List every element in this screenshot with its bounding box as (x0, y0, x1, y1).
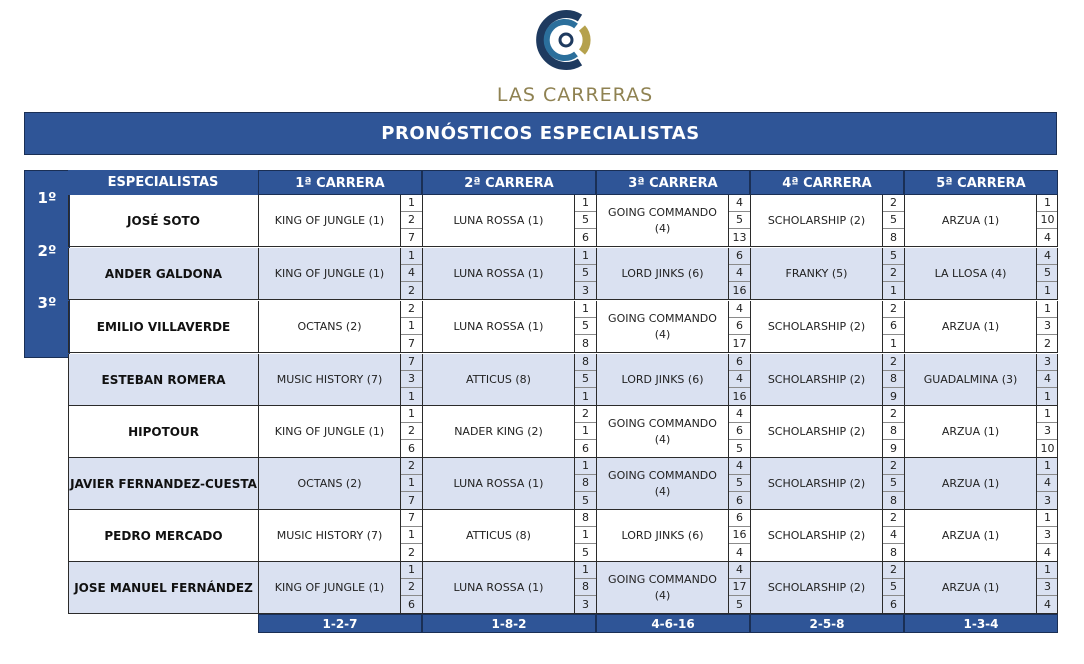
pick-number: 2 (408, 283, 415, 297)
logo-text: LAS CARRERAS (496, 84, 654, 106)
pick-number: 8 (890, 230, 897, 244)
pick-number: 1 (575, 562, 596, 579)
pick-number: 2 (401, 423, 422, 440)
pick-numbers (1036, 354, 1058, 405)
pick-numbers (574, 195, 596, 246)
specialist-name: JAVIER FERNANDEZ-CUESTA (68, 458, 258, 509)
pick-horse: GOING COMMANDO (4) (596, 406, 728, 457)
predictions-table (68, 170, 1058, 633)
logo (490, 8, 660, 104)
table-row (68, 248, 1058, 300)
table-row (68, 562, 1058, 614)
pick-number: 6 (729, 354, 750, 371)
header-race-1: 1ª CARRERA (258, 170, 422, 195)
pick-numbers (1036, 406, 1058, 457)
pick-number: 6 (408, 597, 415, 611)
pick-horse: LUNA ROSSA (1) (422, 248, 574, 299)
pick-number: 4 (1044, 230, 1051, 244)
pick-number: 4 (729, 562, 750, 579)
pick-number: 2 (401, 212, 422, 229)
pick-number: 5 (729, 475, 750, 492)
pick-numbers (728, 458, 750, 509)
pick-number: 1 (1037, 301, 1058, 318)
pick-number: 3 (1037, 354, 1058, 371)
table-row (68, 406, 1058, 458)
pick-number: 2 (883, 195, 904, 212)
pick-number: 1 (1037, 195, 1058, 212)
pick-horse: NADER KING (2) (422, 406, 574, 457)
pick-numbers (882, 301, 904, 352)
pick-number: 16 (729, 527, 750, 544)
pick-numbers (400, 510, 422, 561)
row-right-border (1057, 562, 1058, 613)
pick-horse: GOING COMMANDO (4) (596, 301, 728, 352)
pick-horse: SCHOLARSHIP (2) (750, 354, 882, 405)
pick-horse: SCHOLARSHIP (2) (750, 458, 882, 509)
pick-number: 16 (732, 389, 747, 403)
pick-numbers (574, 301, 596, 352)
page-title: PRONÓSTICOS ESPECIALISTAS (24, 112, 1057, 155)
pick-horse: LUNA ROSSA (1) (422, 301, 574, 352)
pick-numbers (1036, 562, 1058, 613)
pick-number: 8 (883, 371, 904, 388)
pick-number: 1 (582, 389, 589, 403)
pick-number: 6 (729, 318, 750, 335)
pick-number: 13 (732, 230, 747, 244)
pick-numbers (882, 510, 904, 561)
pick-number: 10 (1040, 441, 1055, 455)
pick-number: 1 (890, 336, 897, 350)
pick-number: 3 (582, 597, 589, 611)
pick-horse: SCHOLARSHIP (2) (750, 562, 882, 613)
specialist-name: PEDRO MERCADO (68, 510, 258, 561)
pick-number: 2 (883, 458, 904, 475)
pick-number: 1 (575, 248, 596, 265)
pick-number: 8 (575, 475, 596, 492)
pick-number: 2 (401, 458, 422, 475)
pick-numbers (574, 406, 596, 457)
pick-number: 1 (890, 283, 897, 297)
pick-number: 7 (408, 493, 415, 507)
pick-number: 5 (883, 579, 904, 596)
footer-race-2: 1-8-2 (422, 614, 596, 633)
pick-numbers (400, 458, 422, 509)
pick-horse: MUSIC HISTORY (7) (258, 510, 400, 561)
pick-number: 16 (732, 283, 747, 297)
pick-number: 4 (1044, 597, 1051, 611)
pick-numbers (400, 562, 422, 613)
pick-number: 7 (408, 230, 415, 244)
row-right-border (1057, 301, 1058, 352)
specialist-name: EMILIO VILLAVERDE (68, 301, 258, 352)
pick-numbers (728, 301, 750, 352)
pick-number: 9 (890, 441, 897, 455)
pick-number: 1 (575, 458, 596, 475)
pick-number: 5 (582, 545, 589, 559)
pick-number: 1 (1037, 510, 1058, 527)
pick-number: 1 (401, 475, 422, 492)
pick-numbers (400, 195, 422, 246)
pick-numbers (882, 354, 904, 405)
pick-numbers (400, 248, 422, 299)
pick-number: 2 (883, 265, 904, 282)
pick-number: 2 (401, 301, 422, 318)
specialist-name: HIPOTOUR (68, 406, 258, 457)
pick-number: 1 (1037, 562, 1058, 579)
pick-number: 1 (1044, 283, 1051, 297)
pick-numbers (1036, 248, 1058, 299)
pick-horse: OCTANS (2) (258, 458, 400, 509)
pick-horse: ARZUA (1) (904, 562, 1036, 613)
pick-horse: ARZUA (1) (904, 406, 1036, 457)
pick-horse: GOING COMMANDO (4) (596, 562, 728, 613)
pick-number: 5 (883, 248, 904, 265)
pick-numbers (574, 562, 596, 613)
footer-race-3: 4-6-16 (596, 614, 750, 633)
pick-number: 4 (1037, 371, 1058, 388)
pick-numbers (1036, 301, 1058, 352)
pick-numbers (728, 562, 750, 613)
header-race-3: 3ª CARRERA (596, 170, 750, 195)
pick-horse: GOING COMMANDO (4) (596, 195, 728, 246)
pick-number: 4 (729, 195, 750, 212)
pick-number: 8 (575, 510, 596, 527)
pick-number: 1 (401, 318, 422, 335)
pick-number: 2 (883, 301, 904, 318)
row-right-border (1057, 195, 1058, 246)
pick-number: 1 (575, 527, 596, 544)
pick-numbers (728, 195, 750, 246)
row-right-border (1057, 406, 1058, 457)
pick-horse: LUNA ROSSA (1) (422, 562, 574, 613)
pick-number: 2 (1044, 336, 1051, 350)
specialist-name: JOSÉ SOTO (68, 195, 258, 246)
pick-number: 6 (582, 230, 589, 244)
pick-numbers (574, 458, 596, 509)
pick-number: 5 (582, 493, 589, 507)
pick-number: 3 (1037, 423, 1058, 440)
pick-number: 5 (883, 212, 904, 229)
pick-number: 5 (575, 371, 596, 388)
pick-number: 6 (736, 493, 743, 507)
pick-horse: LA LLOSA (4) (904, 248, 1036, 299)
pick-numbers (882, 248, 904, 299)
pick-horse: ARZUA (1) (904, 510, 1036, 561)
pick-number: 2 (883, 354, 904, 371)
pick-number: 2 (575, 406, 596, 423)
pick-number: 5 (1037, 265, 1058, 282)
pick-number: 5 (883, 475, 904, 492)
pick-number: 4 (883, 527, 904, 544)
pick-number: 7 (408, 336, 415, 350)
pick-numbers (728, 406, 750, 457)
table-row (68, 510, 1058, 562)
pick-number: 1 (401, 406, 422, 423)
las-carreras-logo-icon (536, 8, 600, 72)
table-row (68, 458, 1058, 510)
pick-number: 1 (575, 301, 596, 318)
pick-number: 5 (736, 597, 743, 611)
pick-number: 3 (1037, 579, 1058, 596)
pick-number: 17 (729, 579, 750, 596)
pick-number: 5 (575, 318, 596, 335)
pick-number: 2 (883, 406, 904, 423)
pick-number: 2 (883, 510, 904, 527)
pick-number: 1 (1044, 389, 1051, 403)
pick-horse: KING OF JUNGLE (1) (258, 406, 400, 457)
pick-numbers (728, 354, 750, 405)
pick-numbers (728, 510, 750, 561)
pick-number: 4 (1037, 475, 1058, 492)
row-right-border (1057, 510, 1058, 561)
pick-number: 1 (1037, 406, 1058, 423)
footer-race-4: 2-5-8 (750, 614, 904, 633)
pick-numbers (882, 195, 904, 246)
pick-horse: KING OF JUNGLE (1) (258, 195, 400, 246)
pick-number: 2 (883, 562, 904, 579)
specialist-name: ANDER GALDONA (68, 248, 258, 299)
pick-number: 1 (401, 195, 422, 212)
pick-number: 1 (401, 562, 422, 579)
pick-numbers (1036, 458, 1058, 509)
pick-number: 6 (883, 318, 904, 335)
pick-horse: ATTICUS (8) (422, 354, 574, 405)
pick-horse: SCHOLARSHIP (2) (750, 301, 882, 352)
pick-horse: ARZUA (1) (904, 458, 1036, 509)
pick-number: 3 (1037, 527, 1058, 544)
pick-horse: SCHOLARSHIP (2) (750, 406, 882, 457)
pick-horse: KING OF JUNGLE (1) (258, 562, 400, 613)
pick-number: 1 (575, 423, 596, 440)
pick-horse: LORD JINKS (6) (596, 248, 728, 299)
header-specialists: ESPECIALISTAS (68, 170, 258, 195)
pick-horse: KING OF JUNGLE (1) (258, 248, 400, 299)
pick-numbers (574, 510, 596, 561)
pick-number: 9 (890, 389, 897, 403)
rank-1: 1º (37, 189, 57, 207)
pick-numbers (1036, 195, 1058, 246)
pick-number: 3 (401, 371, 422, 388)
pick-number: 7 (401, 510, 422, 527)
pick-horse: MUSIC HISTORY (7) (258, 354, 400, 405)
table-row (68, 195, 1058, 247)
table-row (68, 301, 1058, 353)
row-right-border (1057, 248, 1058, 299)
pick-number: 6 (729, 510, 750, 527)
pick-horse: LORD JINKS (6) (596, 510, 728, 561)
pick-number: 17 (732, 336, 747, 350)
pick-horse: SCHOLARSHIP (2) (750, 510, 882, 561)
pick-horse: ARZUA (1) (904, 195, 1036, 246)
pick-number: 1 (575, 195, 596, 212)
pick-numbers (400, 301, 422, 352)
pick-number: 8 (890, 493, 897, 507)
pick-numbers (574, 354, 596, 405)
pick-number: 6 (582, 441, 589, 455)
pick-numbers (882, 458, 904, 509)
row-right-border (1057, 458, 1058, 509)
pick-horse: LUNA ROSSA (1) (422, 195, 574, 246)
pick-number: 1 (401, 527, 422, 544)
pick-number: 5 (575, 212, 596, 229)
specialist-name: JOSE MANUEL FERNÁNDEZ (68, 562, 258, 613)
pick-horse: ARZUA (1) (904, 301, 1036, 352)
pick-number: 1 (1037, 458, 1058, 475)
pick-number: 4 (1037, 248, 1058, 265)
header-race-4: 4ª CARRERA (750, 170, 904, 195)
table-row (68, 354, 1058, 406)
pick-number: 4 (729, 406, 750, 423)
header-race-5: 5ª CARRERA (904, 170, 1058, 195)
pick-number: 8 (575, 579, 596, 596)
pick-horse: GUADALMINA (3) (904, 354, 1036, 405)
pick-number: 3 (1044, 493, 1051, 507)
pick-number: 2 (401, 579, 422, 596)
rank-3: 3º (37, 294, 57, 312)
pick-numbers (400, 406, 422, 457)
rank-column (24, 170, 70, 358)
pick-horse: OCTANS (2) (258, 301, 400, 352)
pick-number: 8 (890, 545, 897, 559)
header-race-2: 2ª CARRERA (422, 170, 596, 195)
pick-number: 3 (1037, 318, 1058, 335)
pick-numbers (882, 562, 904, 613)
rank-2: 2º (37, 242, 57, 260)
pick-number: 6 (729, 248, 750, 265)
pick-number: 4 (401, 265, 422, 282)
pick-horse: ATTICUS (8) (422, 510, 574, 561)
pick-horse: FRANKY (5) (750, 248, 882, 299)
pick-numbers (882, 406, 904, 457)
pick-number: 4 (729, 265, 750, 282)
pick-numbers (574, 248, 596, 299)
pick-horse: GOING COMMANDO (4) (596, 458, 728, 509)
pick-number: 1 (408, 389, 415, 403)
pick-number: 5 (575, 265, 596, 282)
pick-numbers (728, 248, 750, 299)
pick-number: 5 (729, 212, 750, 229)
footer-race-1: 1-2-7 (258, 614, 422, 633)
pick-number: 6 (408, 441, 415, 455)
pick-number: 10 (1037, 212, 1058, 229)
pick-number: 4 (729, 371, 750, 388)
pick-number: 6 (729, 423, 750, 440)
pick-horse: SCHOLARSHIP (2) (750, 195, 882, 246)
pick-numbers (1036, 510, 1058, 561)
pick-number: 8 (883, 423, 904, 440)
row-right-border (1057, 354, 1058, 405)
pick-number: 8 (582, 336, 589, 350)
pick-number: 6 (890, 597, 897, 611)
pick-numbers (400, 354, 422, 405)
pick-number: 2 (408, 545, 415, 559)
pick-number: 7 (401, 354, 422, 371)
footer-race-5: 1-3-4 (904, 614, 1058, 633)
pick-horse: LUNA ROSSA (1) (422, 458, 574, 509)
pick-number: 4 (736, 545, 743, 559)
pick-number: 3 (582, 283, 589, 297)
pick-number: 1 (401, 248, 422, 265)
pick-number: 8 (575, 354, 596, 371)
pick-number: 4 (1044, 545, 1051, 559)
pick-horse: LORD JINKS (6) (596, 354, 728, 405)
pick-number: 4 (729, 301, 750, 318)
specialist-name: ESTEBAN ROMERA (68, 354, 258, 405)
pick-number: 4 (729, 458, 750, 475)
pick-number: 5 (736, 441, 743, 455)
